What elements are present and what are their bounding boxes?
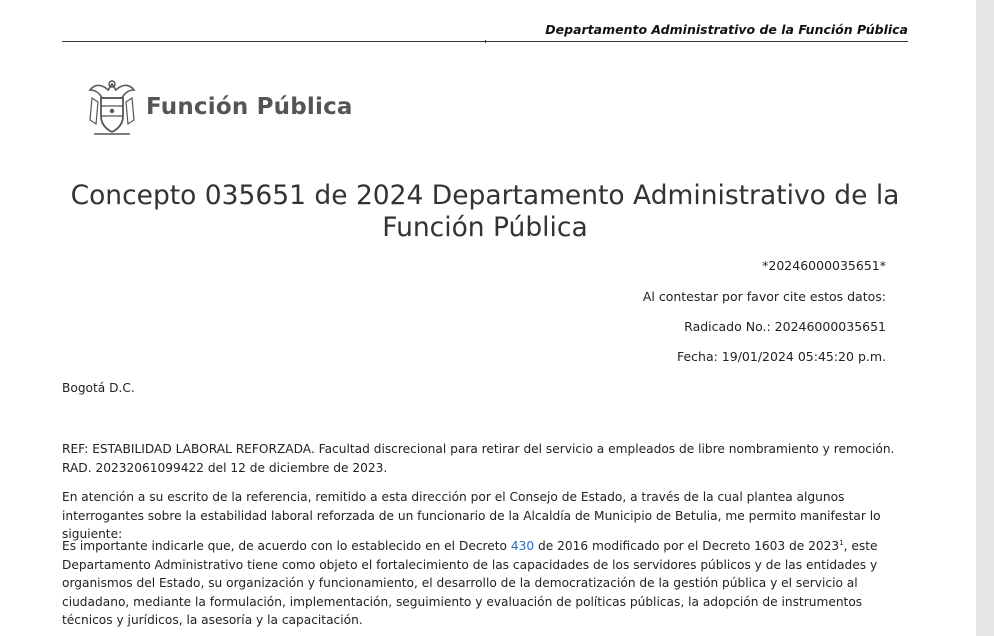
- body-text-part1: Es importante indicarle que, de acuerdo con lo establecido en el Decreto: [62, 539, 511, 553]
- header-divider-tick: [485, 40, 486, 43]
- scrollbar[interactable]: [976, 0, 994, 636]
- colombia-coat-of-arms-icon: [84, 76, 140, 138]
- decree-430-link[interactable]: 430: [510, 539, 535, 553]
- radicado-number: Radicado No.: 20246000035651: [684, 319, 886, 334]
- reference-paragraph: REF: ESTABILIDAD LABORAL REFORZADA. Facultad discrecional para retirar del servicio a empleados de libre nombramiento y remoción. RAD. 20232061099422 del 12 de diciembre de 2023.: [62, 442, 895, 475]
- document-title: Concepto 035651 de 2024 Departamento Administrativo de la Función Pública: [70, 180, 900, 243]
- logo-text: Función Pública: [146, 94, 353, 120]
- barcode-number: *20246000035651*: [762, 258, 886, 273]
- intro-paragraph: En atención a su escrito de la referencia, remitido a esta dirección por el Consejo de Estado, a través de la cual plantea algunos interrogantes sobre la estabilidad laboral reforzada de un funcionario de la Alcaldía de Municipio de Betulia, me permito manifestar lo siguiente:: [62, 490, 881, 541]
- page-header: [62, 20, 908, 42]
- header-title: Departamento Administrativo de la Función Pública: [545, 22, 908, 37]
- document-date: Fecha: 19/01/2024 05:45:20 p.m.: [676, 349, 886, 364]
- logo: [84, 76, 354, 138]
- footnote-marker[interactable]: 1: [839, 538, 844, 547]
- city-line: Bogotá D.C.: [62, 381, 135, 395]
- body-paragraph: [62, 537, 908, 630]
- body-text-part3: , este Departamento Administrativo tiene como objeto el fortalecimiento de las capacidades de los servidores públicos y de las entidades y organismos del Estado, su organización y funcionamiento, el desarrollo de la democratización de la gestión pública y el servicio al ciudadano, mediante la formulación, implementación, seguimiento y evaluación de políticas públicas, la adopción de instrumentos técnicos y jurídicos, la asesoría y la capacitación.: [62, 539, 878, 627]
- body-text-part2: de 2016 modificado por el Decreto 1603 de 2023: [534, 539, 840, 553]
- cite-note: Al contestar por favor cite estos datos:: [642, 289, 886, 304]
